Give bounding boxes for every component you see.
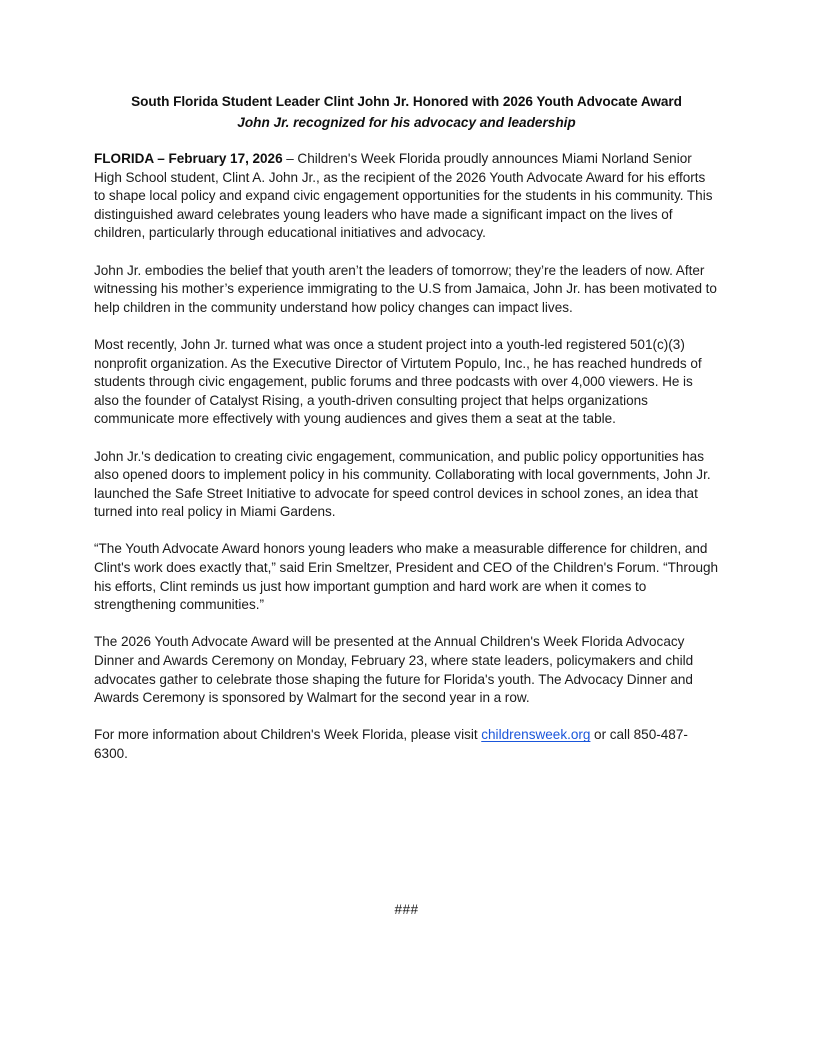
dateline-lead: FLORIDA – February 17, 2026: [94, 151, 283, 166]
contact-text-before-link: For more information about Children's Week Florida, please visit: [94, 727, 482, 743]
paragraph-nonprofit: Most recently, John Jr. turned what was once a student project into a youth-led registered 501(c)(3) nonprofit organization. As the Executive Director of Virtutem Populo, Inc., he has reached hundreds of students through civic engagement, public forums and three podcasts with over 4,000 viewers. He is also the founder of Catalyst Rising, a youth-driven consulting project that helps organizations communicate more effectively with young audiences and gives them a seat at the table.: [94, 336, 702, 427]
document-content: [94, 92, 719, 917]
page-title: South Florida Student Leader Clint John Jr. Honored with 2026 Youth Advocate Award: [131, 94, 682, 109]
dateline-body: Children's Week Florida proudly announces Miami Norland Senior High School student, Clint A. John Jr., as the recipient of the 2026 Youth Advocate Award for his efforts to shape local policy and expand civic engagement opportunities for the students in his community. This distinguished award celebrates young leaders who have made a significant impact on the lives of children, particularly through educational initiatives and advocacy.: [94, 151, 713, 241]
contact-text-after-link: or call 850-487-6300.: [94, 727, 688, 761]
dateline-dash: –: [282, 151, 298, 166]
paragraph-contact: [94, 726, 719, 763]
childrensweek-link[interactable]: childrensweek.org: [481, 727, 591, 743]
paragraph-dateline: [94, 150, 719, 243]
paragraph-award-ceremony: The 2026 Youth Advocate Award will be presented at the Annual Children's Week Florida Advocacy Dinner and Awards Ceremony on Monday, February 23, where state leaders, policymakers and child advocates gather to celebrate those shaping the future for Florida's youth. The Advocacy Dinner and Awards Ceremony is sponsored by Walmart for the second year in a row.: [94, 634, 694, 706]
press-release-body: [94, 150, 719, 764]
paragraph-quote: “The Youth Advocate Award honors young leaders who make a measurable difference for children, and Clint's work does exactly that,” said Erin Smeltzer, President and CEO of the Children's Forum. “Through his efforts, Clint reminds us just how important gumption and hard work are when it comes to strengthening communities.”: [94, 541, 719, 613]
paragraph-embodies-belief: John Jr. embodies the belief that youth aren’t the leaders of tomorrow; they’re the leaders of now. After witnessing his mother’s experience immigrating to the U.S from Jamaica, John Jr. has been motivated to help children in the community understand how policy changes can impact lives.: [94, 262, 717, 315]
paragraph-dedication: John Jr.'s dedication to creating civic engagement, communication, and public policy opportunities has also opened doors to implement policy in his community. Collaborating with local governments, John Jr. launched the Safe Street Initiative to advocate for speed control devices in school zones, an idea that turned into real policy in Miami Gardens.: [94, 448, 711, 520]
end-of-release-mark: ###: [394, 902, 419, 917]
page-subtitle: John Jr. recognized for his advocacy and leadership: [237, 115, 576, 130]
